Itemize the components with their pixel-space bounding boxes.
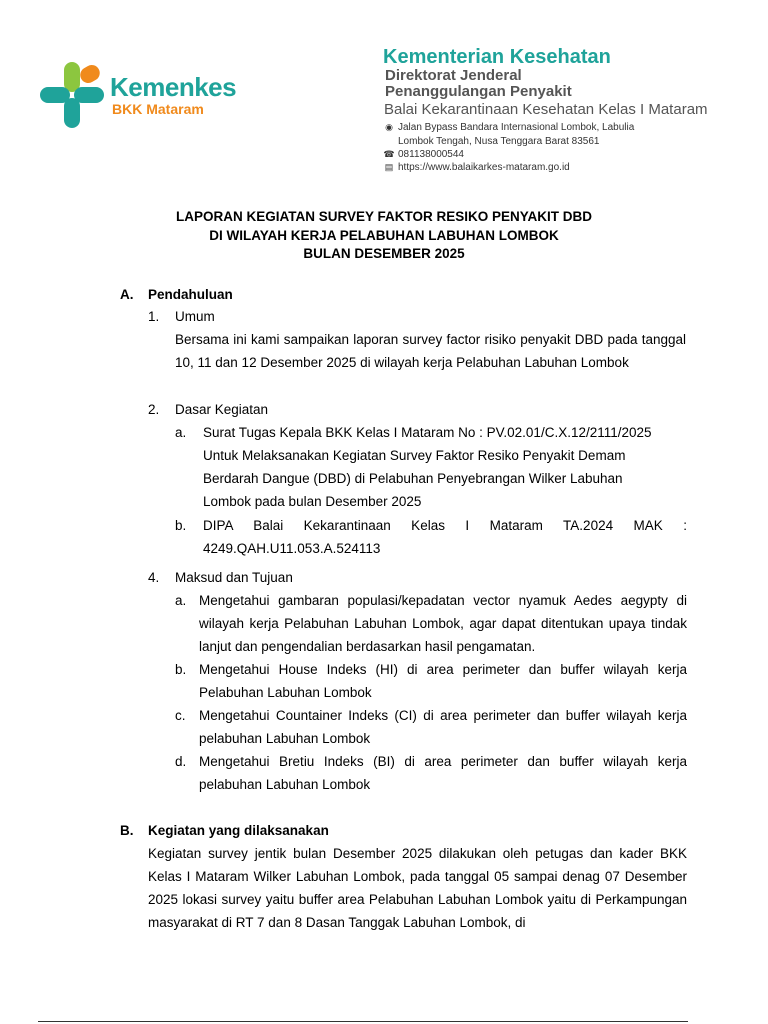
website-url[interactable]: https://www.balaikarkes-mataram.go.id	[398, 162, 570, 173]
item2-a-marker: a.	[175, 425, 187, 440]
item2-b-line1: DIPA Balai Kekarantinaan Kelas I Mataram TA.2024 MAK :	[203, 518, 687, 533]
address	[384, 121, 634, 134]
item1-paragraph: Bersama ini kami sampaikan laporan survey factor risiko penyakit DBD pada tanggal 10, 11 dan 12 Desember 2025 di wilayah kerja Pelabuhan Labuhan Lombok	[175, 332, 686, 370]
phone-icon: ☎	[383, 149, 395, 159]
section-b-heading: Kegiatan yang dilaksanakan	[148, 823, 329, 838]
logo-subtext: BKK Mataram	[112, 101, 204, 117]
item2-a-line1: Surat Tugas Kepala BKK Kelas I Mataram No : PV.02.01/C.X.12/2111/2025	[203, 425, 652, 440]
item1-number: 1.	[148, 309, 160, 324]
item4-d-text: Mengetahui Bretiu Indeks (BI) di area perimeter dan buffer wilayah kerja pelabuhan Labuhan Lombok	[199, 754, 687, 792]
kemenkes-logo-icon	[38, 60, 106, 130]
item1-label: Umum	[175, 309, 215, 324]
item2-b-marker: b.	[175, 518, 187, 533]
report-title-line1: LAPORAN KEGIATAN SURVEY FAKTOR RESIKO PENYAKIT DBD	[175, 209, 593, 224]
phone	[384, 148, 464, 161]
item2-label: Dasar Kegiatan	[175, 402, 269, 417]
item2-b-line2: 4249.QAH.U11.053.A.524113	[203, 541, 381, 556]
item4-a-text: Mengetahui gambaran populasi/kepadatan vector nyamuk Aedes aegypty di wilayah kerja Pelabuhan Labuhan Lombok, agar dapat ditentukan upaya tindak lanjut dan pengendalian berdasarkan hasil pengamatan.	[199, 593, 687, 654]
section-b-marker: B.	[120, 823, 134, 838]
item4-number: 4.	[148, 570, 160, 585]
item4-d-marker: d.	[175, 754, 187, 769]
section-a-heading: Pendahuluan	[148, 287, 233, 302]
directorate-line1: Direktorat Jenderal	[385, 67, 522, 84]
ministry-name: Kementerian Kesehatan	[383, 46, 611, 68]
office-name: Balai Kekarantinaan Kesehatan Kelas I Mataram	[384, 101, 708, 118]
item4-b-text: Mengetahui House Indeks (HI) di area perimeter dan buffer wilayah kerja Pelabuhan Labuhan Lombok	[199, 662, 687, 700]
item4-label: Maksud dan Tujuan	[175, 570, 293, 585]
web-icon: ▤	[384, 162, 394, 172]
website	[384, 161, 570, 174]
bottom-divider	[38, 1021, 688, 1022]
address-cont	[398, 135, 599, 148]
item4-a-marker: a.	[175, 593, 187, 608]
location-icon: ◉	[385, 122, 393, 132]
report-title-line2: DI WILAYAH KERJA PELABUHAN LABUHAN LOMBOK	[209, 228, 559, 243]
item4-c-text: Mengetahui Countainer Indeks (CI) di area perimeter dan buffer wilayah kerja pelabuhan Labuhan Lombok	[199, 708, 687, 746]
section-a-marker: A.	[120, 287, 134, 302]
item4-c-marker: c.	[175, 708, 186, 723]
phone-number: 081138000544	[398, 149, 464, 160]
item4-b-marker: b.	[175, 662, 187, 677]
item2-a-rest: Untuk Melaksanakan Kegiatan Survey Faktor Resiko Penyakit Demam Berdarah Dangue (DBD) di Pelabuhan Penyebrangan Wilker Labuhan Lombok pada bulan Desember 2025	[203, 448, 626, 509]
item2-number: 2.	[148, 402, 160, 417]
logo-text: Kemenkes	[110, 72, 237, 102]
address-line2: Lombok Tengah, Nusa Tenggara Barat 83561	[398, 136, 600, 147]
address-line1: Jalan Bypass Bandara Internasional Lombok, Labulia	[398, 122, 635, 133]
directorate-line2: Penanggulangan Penyakit	[385, 83, 572, 100]
section-b-paragraph: Kegiatan survey jentik bulan Desember 2025 dilakukan oleh petugas dan kader BKK Kelas I Mataram Wilker Labuhan Lombok, pada tanggal 05 sampai denag 07 Desember 2025 lokasi survey yaitu buffer area Pelabuhan Labuhan Lombok yaitu di Perkampungan masyarakat di RT 7 dan 8 Dasan Tanggak Labuhan Lombok, di	[148, 846, 687, 930]
report-title-line3: BULAN DESEMBER 2025	[303, 246, 465, 261]
